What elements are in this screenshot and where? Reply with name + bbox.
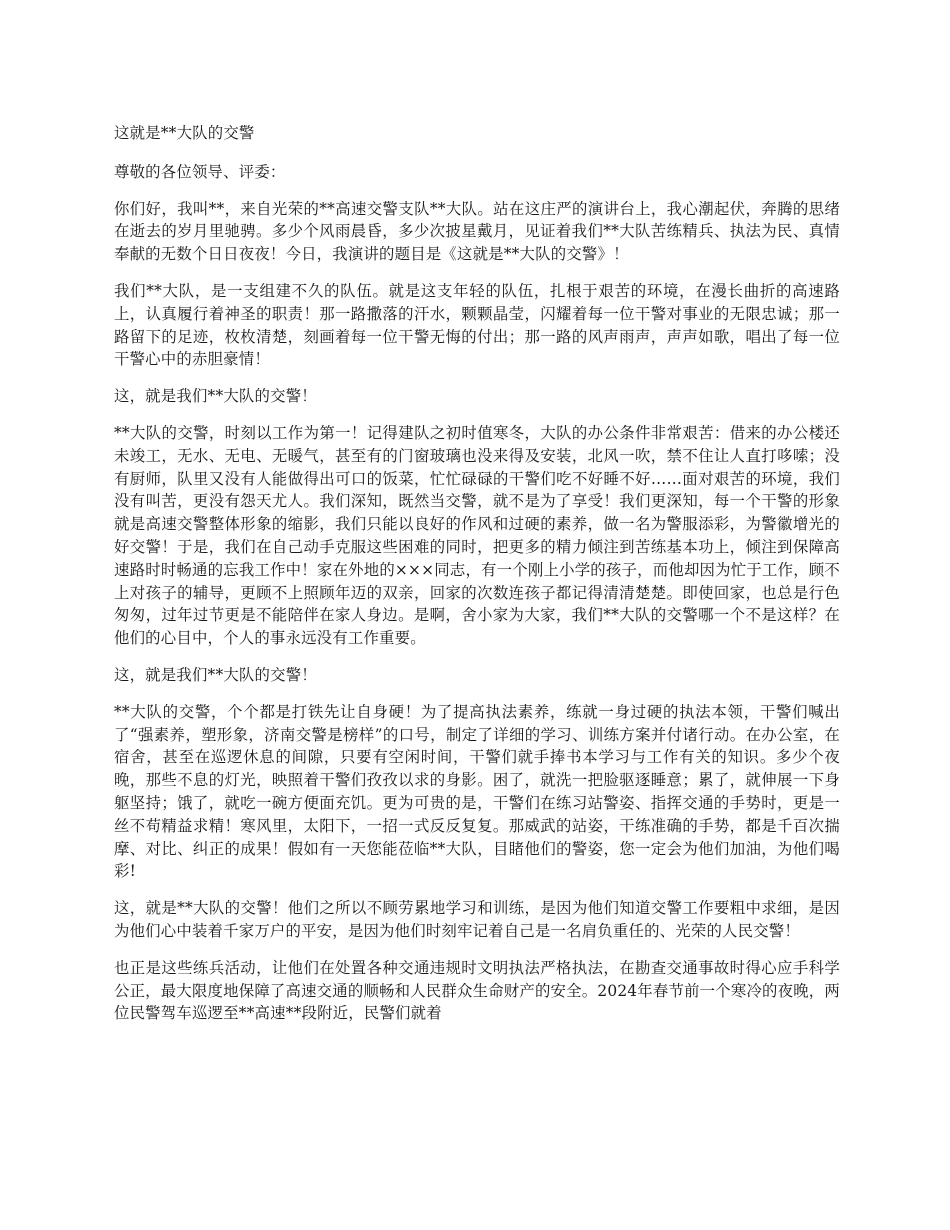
paragraph-refrain-2: 这，就是我们**大队的交警！	[114, 665, 317, 684]
paragraph-work-first: **大队的交警，时刻以工作为第一！记得建队之初时值寒冬，大队的办公条件非常艰苦：借来的办公楼还未竣工，无水、无电、无暖气，甚至有的门窗玻璃也没来得及安装，北风一吹，禁不住让人直打哆嗦；没有厨师，队里又没有人能做得出可口的饭菜，忙忙碌碌的干警们吃不好睡不好……面对艰苦的环境，我们没有叫苦，更没有怨天尤人。我们深知，既然当交警，就不是为了享受！我们更深知，每一个干警的形象就是高速交警整体形象的缩影，我们只能以良好的作风和过硬的素养，做一名为警服添彩，为警徽增光的好交警！于是，我们在自己动手克服这些困难的同时，把更多的精力倾注到苦练基本功上，倾注到保障高速路时时畅通的忘我工作中！家在外地的×××同志，有一个刚上小学的孩子，而他却因为忙于工作，顾不上对孩子的辅导，更顾不上照顾年迈的双亲，回家的次数连孩子都记得清清楚楚。即使回家，也总是行色匆匆，过年过节更是不能陪伴在家人身边。是啊，舍小家为大家，我们**大队的交警哪一个不是这样？在他们的心目中，个人的事永远没有工作重要。	[114, 423, 840, 648]
document-body	[114, 122, 840, 1025]
paragraph-refrain-3: 这，就是**大队的交警！他们之所以不顾劳累地学习和训练，是因为他们知道交警工作要粗中求细，是因为他们心中装着千家万户的平安，是因为他们时刻牢记着自己是一名肩负重任的、光荣的人民交警！	[114, 899, 840, 940]
paragraph-enforcement: 也正是这些练兵活动，让他们在处置各种交通违规时文明执法严格执法，在勘查交通事故时得心应手科学公正，最大限度地保障了高速交通的顺畅和人民群众生命财产的安全。2024年春节前一个寒冷的夜晚，两位民警驾车巡逻至**高速**段附近，民警们就着	[114, 958, 840, 1023]
paragraph-refrain-1: 这，就是我们**大队的交警！	[114, 387, 317, 406]
paragraph-team: 我们**大队，是一支组建不久的队伍。就是这支年轻的队伍，扎根于艰苦的环境，在漫长曲折的高速路上，认真履行着神圣的职责！那一路撒落的汗水，颗颗晶莹，闪耀着每一位干警对事业的无限忠诚；那一路留下的足迹，枚枚清楚，刻画着每一位干警无悔的付出；那一路的风声雨声，声声如歌，唱出了每一位干警心中的赤胆豪情！	[114, 281, 840, 369]
document-title: 这就是**大队的交警	[114, 124, 255, 142]
paragraph-intro: 你们好，我叫**，来自光荣的**高速交警支队**大队。站在这庄严的演讲台上，我心潮起伏，奔腾的思绪在逝去的岁月里驰骋。多少个风雨晨昏，多少次披星戴月，见证着我们**大队苦练精兵、执法为民、真情奉献的无数个日日夜夜！今日，我演讲的题目是《这就是**大队的交警》！	[114, 199, 840, 264]
paragraph-training: **大队的交警，个个都是打铁先让自身硬！为了提高执法素养，练就一身过硬的执法本领，干警们喊出了“强素养，塑形象，济南交警是榜样”的口号，制定了详细的学习、训练方案并付诸行动。在办公室，在宿舍，甚至在巡逻休息的间隙，只要有空闲时间，干警们就手捧书本学习与工作有关的知识。多少个夜晚，那些不息的灯光，映照着干警们孜孜以求的身影。困了，就洗一把脸驱逐睡意；累了，就伸展一下身躯坚持；饿了，就吃一碗方便面充饥。更为可贵的是，干警们在练习站警姿、指挥交通的手势时，更是一丝不苟精益求精！寒风里，太阳下，一招一式反反复复。那威武的站姿，干练准确的手势，都是千百次揣摩、对比、纠正的成果！假如有一天您能莅临**大队，目睹他们的警姿，您一定会为他们加油，为他们喝彩!	[114, 702, 840, 881]
salutation: 尊敬的各位领导、评委：	[114, 162, 286, 181]
